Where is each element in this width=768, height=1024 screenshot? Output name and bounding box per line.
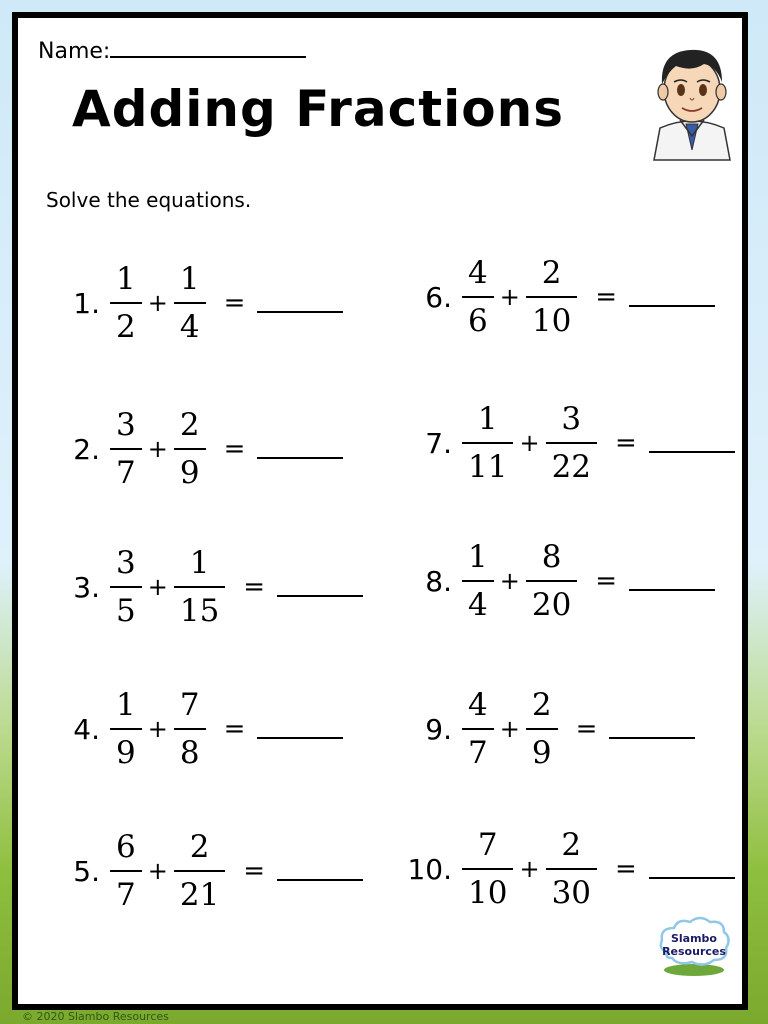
fraction-bar xyxy=(462,442,513,444)
denominator: 2 xyxy=(116,309,136,345)
numerator: 1 xyxy=(116,261,136,297)
problem-4 xyxy=(48,686,343,772)
instructions-text: Solve the equations. xyxy=(46,188,252,212)
answer-blank[interactable] xyxy=(609,719,695,739)
denominator: 10 xyxy=(468,875,508,911)
fraction-bar xyxy=(174,302,206,304)
fraction-a xyxy=(462,400,513,486)
page-title: Adding Fractions xyxy=(72,80,564,138)
answer-blank[interactable] xyxy=(649,433,735,453)
denominator: 22 xyxy=(551,449,592,485)
answer-blank[interactable] xyxy=(629,571,715,591)
fraction-b xyxy=(174,544,225,630)
denominator: 4 xyxy=(179,309,200,345)
problem-9 xyxy=(400,686,695,772)
numerator: 1 xyxy=(477,401,498,437)
numerator: 2 xyxy=(179,407,200,443)
answer-blank[interactable] xyxy=(257,293,343,313)
equals-sign: = xyxy=(615,854,637,884)
logo-text xyxy=(654,932,734,958)
denominator: 21 xyxy=(179,877,220,913)
fraction-bar xyxy=(462,296,494,298)
fraction-a xyxy=(462,254,494,340)
fraction-a xyxy=(462,826,513,912)
numerator: 1 xyxy=(116,687,136,723)
name-label: Name: xyxy=(38,39,111,64)
problem-number: 10. xyxy=(407,852,452,886)
equals-sign: = xyxy=(595,566,618,596)
fraction-b xyxy=(174,406,206,492)
problem-2 xyxy=(48,406,343,492)
denominator: 7 xyxy=(116,877,136,913)
name-blank-line[interactable] xyxy=(110,36,306,58)
fraction-b xyxy=(546,826,597,912)
fraction-bar xyxy=(174,448,206,450)
denominator: 30 xyxy=(551,875,592,911)
denominator: 15 xyxy=(179,593,220,629)
problem-number: 6. xyxy=(425,280,452,314)
denominator: 7 xyxy=(116,455,136,491)
fraction-bar xyxy=(174,870,225,872)
problem-7 xyxy=(400,400,735,486)
numerator: 4 xyxy=(468,255,488,291)
plus-sign: + xyxy=(519,429,540,457)
logo-line-2: Resources xyxy=(662,945,726,958)
equals-sign: = xyxy=(575,714,598,744)
problem-3 xyxy=(48,544,363,630)
problem-number: 5. xyxy=(73,854,100,888)
plus-sign: + xyxy=(499,567,520,595)
problem-number: 8. xyxy=(425,564,452,598)
fraction-bar xyxy=(110,586,142,588)
numerator: 3 xyxy=(116,407,136,443)
equals-sign: = xyxy=(615,428,637,458)
equals-sign: = xyxy=(223,288,246,318)
answer-blank[interactable] xyxy=(257,439,343,459)
fraction-b xyxy=(526,686,558,772)
fraction-a xyxy=(110,406,142,492)
numerator: 2 xyxy=(531,687,552,723)
numerator: 8 xyxy=(541,539,562,575)
fraction-a xyxy=(462,538,494,624)
denominator: 20 xyxy=(531,587,572,623)
fraction-bar xyxy=(462,868,513,870)
fraction-bar xyxy=(174,586,225,588)
denominator: 9 xyxy=(116,735,136,771)
answer-blank[interactable] xyxy=(649,859,735,879)
equals-sign: = xyxy=(243,856,266,886)
denominator: 8 xyxy=(179,735,200,771)
denominator: 9 xyxy=(531,735,552,771)
numerator: 2 xyxy=(189,829,210,865)
copyright-text: © 2020 Slambo Resources xyxy=(22,1010,169,1023)
numerator: 4 xyxy=(468,687,488,723)
numerator: 6 xyxy=(116,829,136,865)
problem-6 xyxy=(400,254,715,340)
plus-sign: + xyxy=(147,573,168,601)
fraction-a xyxy=(462,686,494,772)
fraction-b xyxy=(526,254,577,340)
fraction-bar xyxy=(462,728,494,730)
denominator: 6 xyxy=(468,303,488,339)
numerator: 1 xyxy=(189,545,210,581)
denominator: 5 xyxy=(116,593,136,629)
equals-sign: = xyxy=(243,572,266,602)
answer-blank[interactable] xyxy=(277,861,363,881)
numerator: 3 xyxy=(116,545,136,581)
scientist-boy-icon xyxy=(646,32,738,162)
fraction-bar xyxy=(174,728,206,730)
fraction-a xyxy=(110,686,142,772)
problem-10 xyxy=(400,826,735,912)
numerator: 3 xyxy=(561,401,582,437)
fraction-b xyxy=(546,400,597,486)
fraction-bar xyxy=(110,448,142,450)
problem-8 xyxy=(400,538,715,624)
fraction-b xyxy=(174,828,225,914)
plus-sign: + xyxy=(147,857,168,885)
plus-sign: + xyxy=(147,715,168,743)
denominator: 9 xyxy=(179,455,200,491)
answer-blank[interactable] xyxy=(629,287,715,307)
answer-blank[interactable] xyxy=(257,719,343,739)
numerator: 7 xyxy=(179,687,200,723)
fraction-bar xyxy=(110,302,142,304)
problem-number: 9. xyxy=(425,712,452,746)
equals-sign: = xyxy=(223,434,246,464)
problem-1 xyxy=(48,260,343,346)
plus-sign: + xyxy=(519,855,540,883)
plus-sign: + xyxy=(147,435,168,463)
logo-line-1: Slambo xyxy=(670,932,717,945)
denominator: 7 xyxy=(468,735,488,771)
fraction-bar xyxy=(110,728,142,730)
fraction-b xyxy=(526,538,577,624)
plus-sign: + xyxy=(499,283,520,311)
fraction-b xyxy=(174,686,206,772)
numerator: 7 xyxy=(477,827,498,863)
fraction-a xyxy=(110,828,142,914)
problem-number: 7. xyxy=(425,426,452,460)
worksheet xyxy=(12,12,748,1010)
problem-5 xyxy=(48,828,363,914)
fraction-bar xyxy=(462,580,494,582)
numerator: 1 xyxy=(468,539,488,575)
problem-number: 3. xyxy=(73,570,100,604)
problem-number: 4. xyxy=(73,712,100,746)
fraction-bar xyxy=(526,728,558,730)
numerator: 1 xyxy=(179,261,200,297)
fraction-bar xyxy=(526,296,577,298)
fraction-bar xyxy=(546,868,597,870)
numerator: 2 xyxy=(541,255,562,291)
plus-sign: + xyxy=(499,715,520,743)
fraction-b xyxy=(174,260,206,346)
denominator: 10 xyxy=(531,303,572,339)
problem-number: 2. xyxy=(73,432,100,466)
equals-sign: = xyxy=(595,282,618,312)
fraction-a xyxy=(110,544,142,630)
problem-number: 1. xyxy=(73,286,100,320)
answer-blank[interactable] xyxy=(277,577,363,597)
fraction-a xyxy=(110,260,142,346)
fraction-bar xyxy=(110,870,142,872)
fraction-bar xyxy=(526,580,577,582)
denominator: 11 xyxy=(468,449,508,485)
denominator: 4 xyxy=(468,587,488,623)
equals-sign: = xyxy=(223,714,246,744)
name-field-row xyxy=(38,36,306,64)
fraction-bar xyxy=(546,442,597,444)
plus-sign: + xyxy=(147,289,168,317)
numerator: 2 xyxy=(561,827,582,863)
